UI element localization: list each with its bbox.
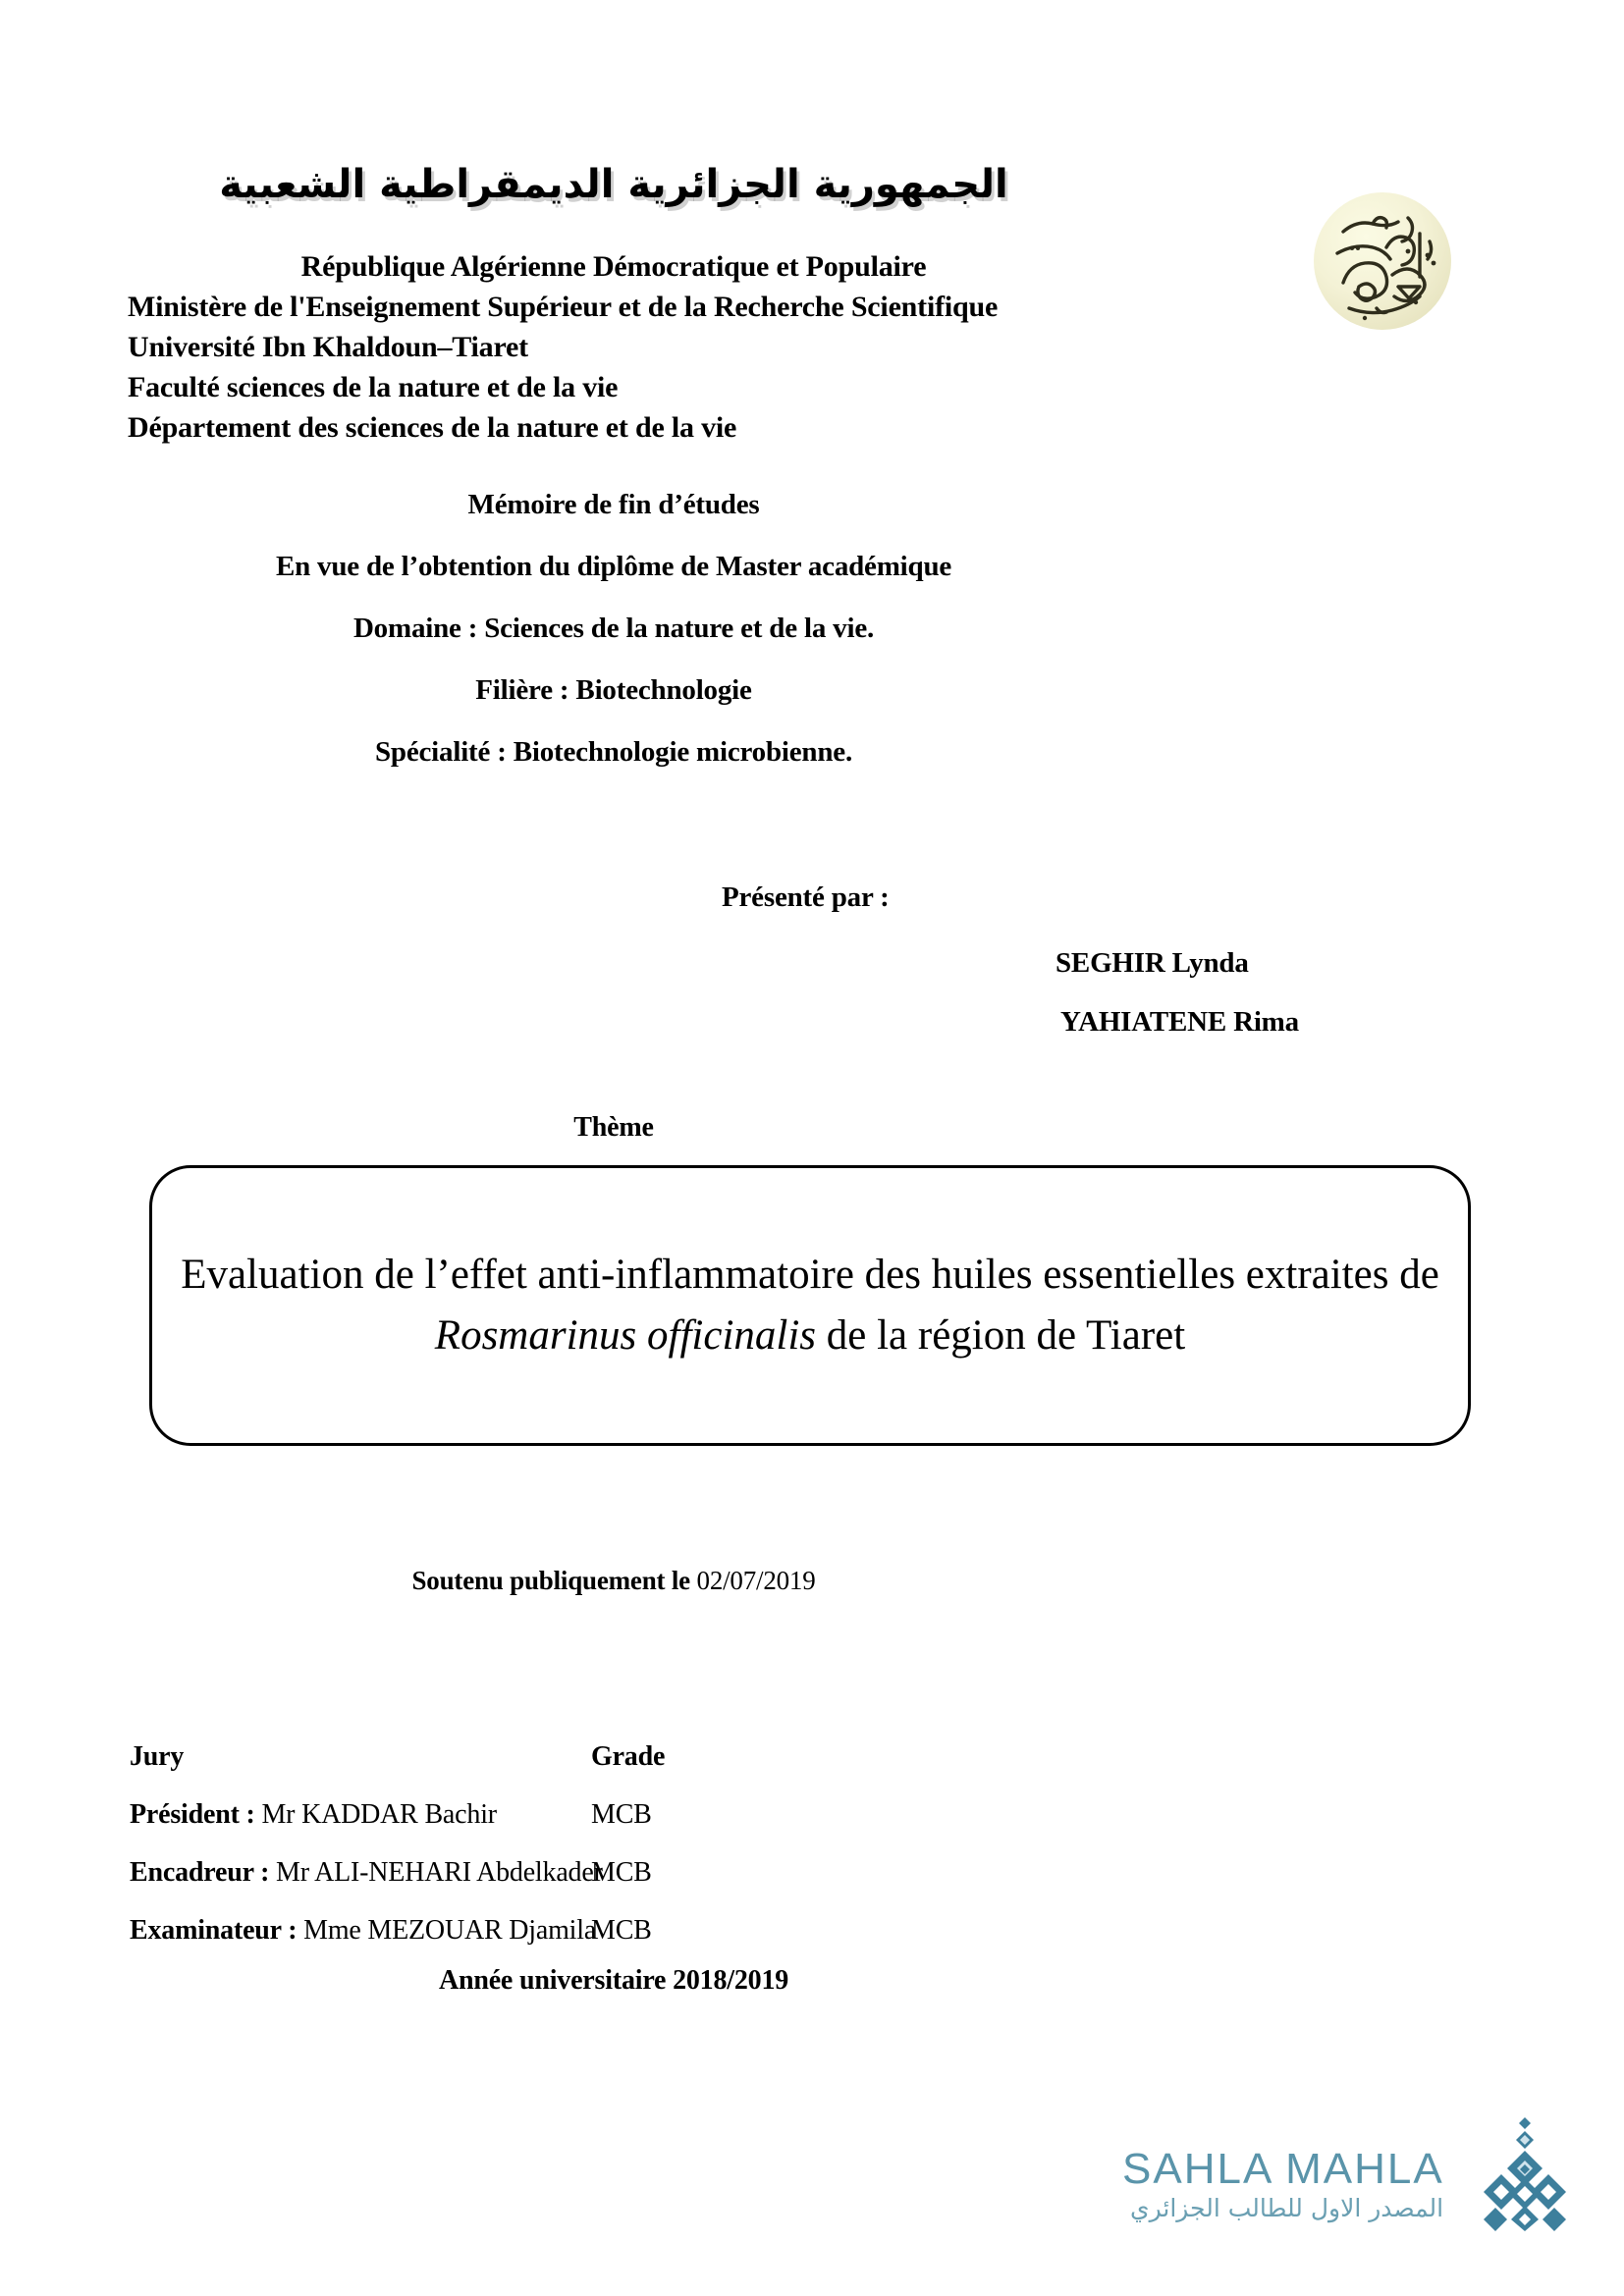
degree-specialite: Spécialité : Biotechnologie microbienne.	[374, 736, 853, 768]
arabic-republic-title: الجمهورية الجزائرية الديمقراطية الشعبية	[219, 162, 1008, 207]
defense-line	[0, 1566, 1227, 1596]
jury-grade-encadreur: MCB	[591, 1857, 652, 1888]
academic-year: Année universitaire 2018/2019	[438, 1965, 789, 1996]
institution-university: Université Ibn Khaldoun–Tiaret	[128, 331, 528, 363]
jury-header-row	[130, 1737, 817, 1777]
defense-date: 02/07/2019	[696, 1566, 816, 1595]
degree-block	[0, 489, 1227, 769]
degree-filiere: Filière : Biotechnologie	[475, 674, 752, 706]
jury-header-role: Jury	[130, 1741, 185, 1772]
author-name-2: YAHIATENE Rima	[1060, 1006, 1299, 1038]
jury-grade-president: MCB	[591, 1799, 652, 1830]
degree-domain: Domaine : Sciences de la nature et de la vie.	[352, 613, 875, 644]
thesis-title-part2: de la région de Tiaret	[816, 1312, 1186, 1359]
berber-diamond-icon	[1482, 2117, 1568, 2231]
degree-memoire: Mémoire de fin d’études	[467, 489, 760, 520]
jury-row-encadreur	[130, 1853, 817, 1893]
theme-label: Thème	[573, 1112, 654, 1143]
jury-row-examinateur	[130, 1911, 817, 1950]
jury-table	[130, 1737, 817, 1950]
institution-lines	[128, 287, 998, 448]
thesis-title-part1: Evaluation de l’effet anti-inflammatoire des huiles essentielles extraites de	[181, 1252, 1439, 1298]
jury-row-president	[130, 1795, 817, 1835]
jury-name-president: Mr KADDAR Bachir	[254, 1799, 497, 1830]
presented-by-label: Présenté par :	[722, 881, 890, 913]
jury-name-examinateur: Mme MEZOUAR Djamila	[297, 1915, 597, 1946]
jury-header-grade: Grade	[591, 1741, 666, 1772]
defense-prefix: Soutenu publiquement le	[411, 1566, 690, 1595]
university-seal-icon	[1314, 192, 1451, 330]
institution-department: Département des sciences de la nature et de la vie	[128, 411, 737, 444]
thesis-title	[152, 1245, 1468, 1366]
jury-name-encadreur: Mr ALI-NEHARI Abdelkader	[269, 1857, 603, 1888]
republic-line-fr: République Algérienne Démocratique et Populaire	[300, 250, 927, 283]
jury-role-president: Président :	[130, 1799, 255, 1830]
thesis-title-species: Rosmarinus officinalis	[434, 1312, 817, 1359]
jury-grade-examinateur: MCB	[591, 1915, 652, 1946]
watermark-brand: SAHLA MAHLA	[1122, 2145, 1444, 2193]
jury-role-encadreur: Encadreur :	[130, 1857, 270, 1888]
author-name-1: SEGHIR Lynda	[1056, 947, 1249, 979]
theme-box	[149, 1165, 1471, 1446]
jury-role-examinateur: Examinateur :	[130, 1915, 298, 1946]
institution-faculty: Faculté sciences de la nature et de la vie	[128, 371, 619, 403]
institution-ministry: Ministère de l'Enseignement Supérieur et de la Recherche Scientifique	[128, 291, 999, 323]
degree-purpose: En vue de l’obtention du diplôme de Master académique	[275, 551, 952, 582]
watermark-tagline: المصدر الاول للطالب الجزائري	[1130, 2194, 1444, 2222]
sahla-mahla-watermark	[1122, 2123, 1554, 2251]
